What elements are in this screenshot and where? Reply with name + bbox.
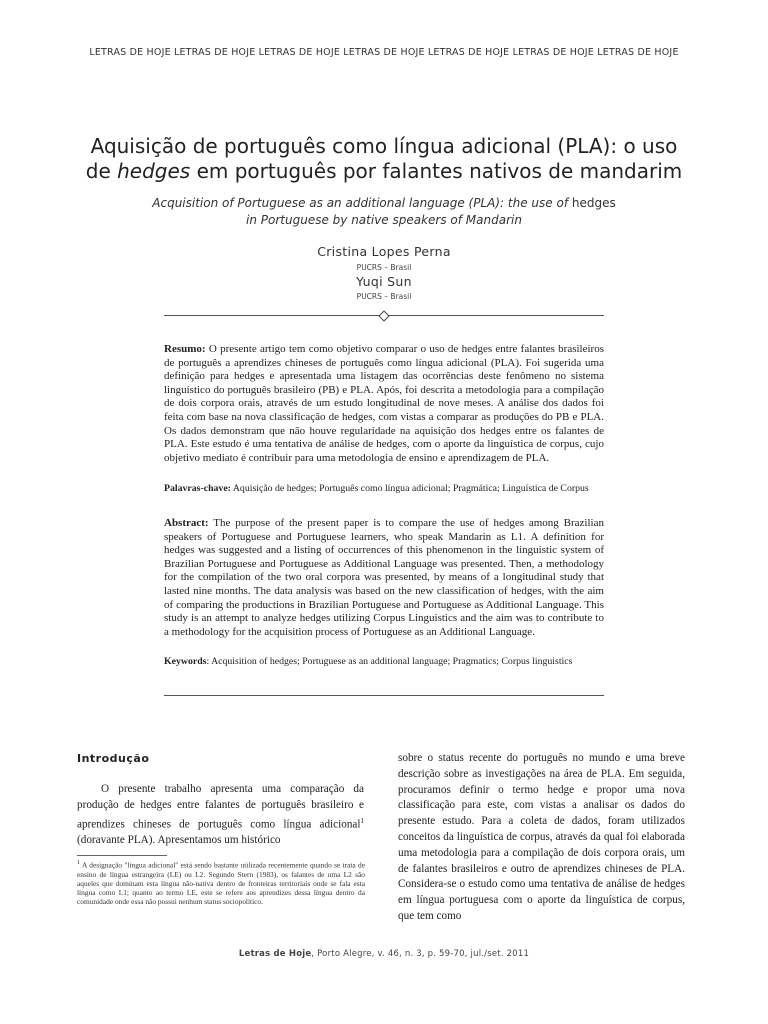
title-line-1: Aquisição de português como língua adicional (PLA): o uso xyxy=(90,134,678,158)
subtitle-line-1: Acquisition of Portuguese as an additional language (PLA): the use of hedges xyxy=(152,196,616,210)
article-subtitle xyxy=(80,195,688,229)
author-name: Yuqi Sun xyxy=(356,274,412,289)
diamond-ornament-icon xyxy=(379,311,389,321)
body-column-right: sobre o status recente do português no mundo e uma breve descrição sobre as investigações na área de PLA. Em seguida, procuramos definir o termo hedge e propor uma nova classificação para este, com vistas a analisar os dados do presente estudo. Para a coleta de dados, foram utilizados conceitos da linguística de corpus, através da qual foi elaborada uma metodologia para a compilação de dois corpora orais, um de falantes brasileiros e outro de aprendizes chineses de PLA. Considera-se o estudo como uma tentativa de análise de hedges em língua portuguesa com o aporte da linguística de corpus, que tem como xyxy=(398,752,685,922)
article-title xyxy=(60,134,708,184)
body-column-left: O presente trabalho apresenta uma comparação da produção de hedges entre falantes de português brasileiro e aprendizes chineses de português como língua adicional$^1$ (doravante PLA). Apresentamos um histórico xyxy=(77,783,364,847)
footnote: $^1$ A designação "língua adicional" está sendo bastante utilizada recentemente quando se trata de ensino de língua estrangeira (LE) ou L2. Segundo Stern (1983), os falantes de uma L2 são aqueles que dominam esta língua não-nativa dentro de fronteiras territoriais onde se fala esta língua como L1; quanto ao termo LE, este se refere aos aprendizes dessa língua dentro da comunidade onde essa não possui nenhum status sociopolítico. xyxy=(77,860,365,906)
palavras-chave: Palavras-chave: Aquisição de hedges; Português como língua adicional; Pragmática; Linguística de Corpus xyxy=(164,483,589,494)
keywords: Keywords: Acquisition of hedges; Portuguese as an additional language; Pragmatics; Corpus linguistics xyxy=(164,656,573,667)
divider-bottom xyxy=(164,695,604,696)
title-line-2: de hedges em português por falantes nativos de mandarim xyxy=(85,159,683,183)
subtitle-line-2: in Portuguese by native speakers of Mandarin xyxy=(246,213,522,227)
abstract-paragraph: Abstract: The purpose of the present paper is to compare the use of hedges among Brazilian speakers of Portuguese and Portuguese learners, who speak Mandarin as L1. A definition for hedges was suggested and a listing of occurrences of this phenomenon in the linguistic system of Brazilian Portuguese and Portuguese as Additional Language was presented. Then, a methodology for the compilation of the two oral corpora was presented, by means of a longitudinal study that lasted nine months. The data analysis was based on the new classification of hedges, with the aim of comparing the productions in Brazilian Portuguese and Portuguese as Additional Language. This study is an attempt to analyze hedges utilizing Corpus Linguistics and the aim was to contribute to a methodology for the acquisition process of Portuguese as an Additional Language. xyxy=(164,517,604,638)
section-title: Introdução xyxy=(77,752,150,765)
footnote-rule xyxy=(77,855,167,856)
running-header: LETRAS DE HOJE LETRAS DE HOJE LETRAS DE HOJE LETRAS DE HOJE LETRAS DE HOJE LETRAS DE HOJE LETRAS DE HOJE xyxy=(89,47,679,58)
author-affiliation: PUCRS – Brasil xyxy=(356,292,412,301)
resumo-paragraph: Resumo: O presente artigo tem como objetivo comparar o uso de hedges entre falantes brasileiros de português a aprendizes chineses de português como língua adicional (PLA). Foi sugerida uma definição para hedges e apresentada uma listagem das ocorrências deste fenômeno no sistema linguístico do português brasileiro (PB) e PLA. Após, foi descrita a metodologia para a compilação de dois corpora orais, através de um estudo longitudinal de nove meses. A análise dos dados foi feita com base na nova classificação de hedges, com vistas a comparar as produções do PB e PLA. Os dados demonstram que não houve regularidade na aquisição dos hedges entre os falantes de PLA. Este estudo é uma tentativa de análise de hedges, com o aporte da linguística de corpus, cujo objetivo mediato é contribuir para uma metodologia de ensino e aprendizagem de PLA. xyxy=(164,343,604,464)
author-name: Cristina Lopes Perna xyxy=(317,244,451,259)
page-footer: Letras de Hoje, Porto Alegre, v. 46, n. 3, p. 59-70, jul./set. 2011 xyxy=(238,949,530,959)
author-affiliation: PUCRS – Brasil xyxy=(356,263,412,272)
